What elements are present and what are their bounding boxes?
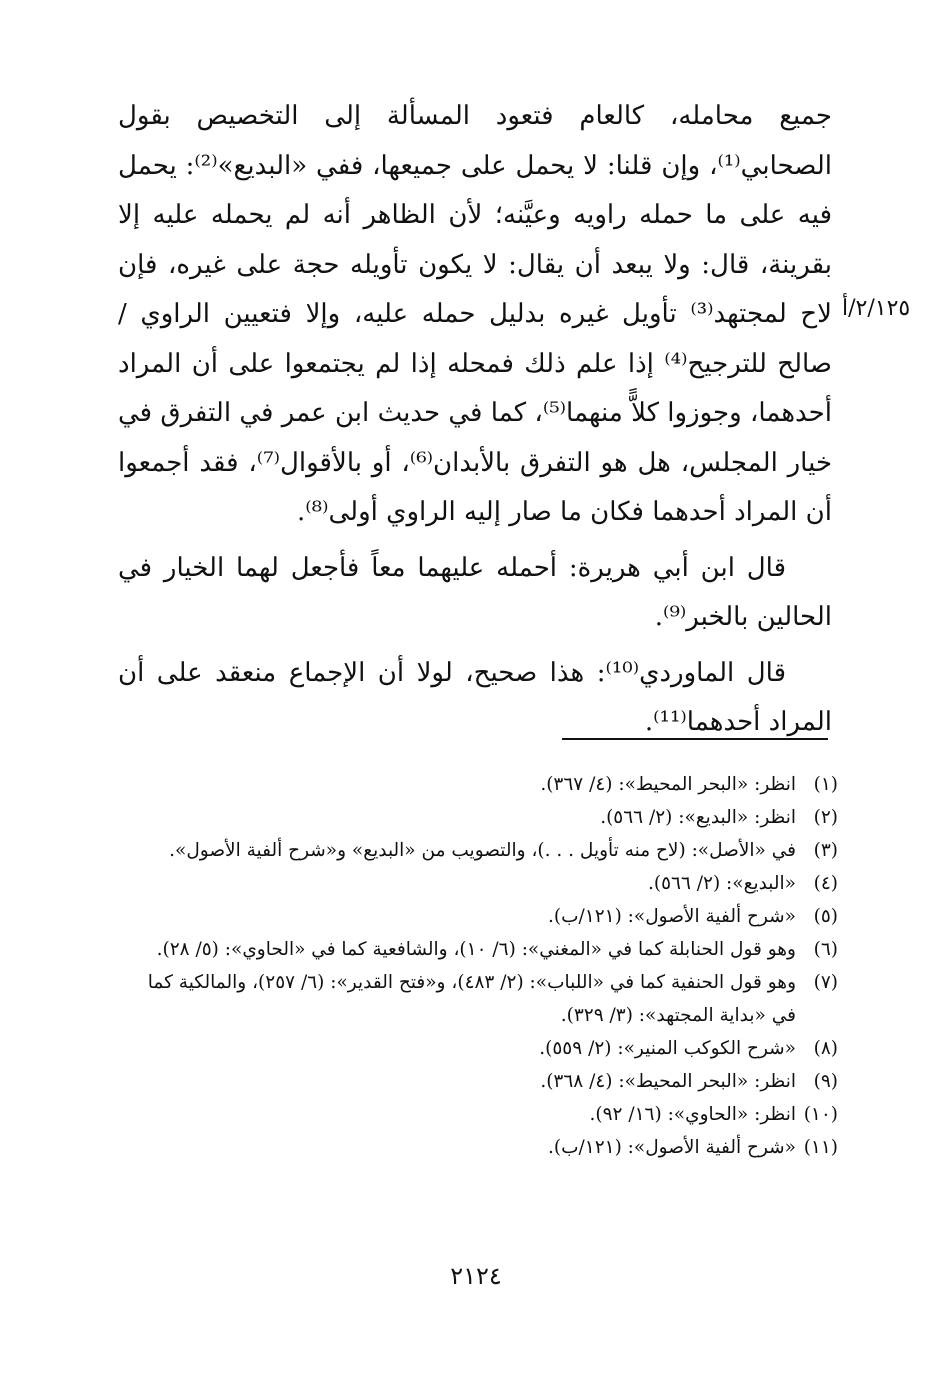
paragraph: قال ابن أبي هريرة: أحمله عليهما معاً فأجعل لهما الخيار في الحالين بالخبر⁽⁹⁾.	[118, 552, 832, 632]
footnote	[118, 1065, 838, 1098]
footnote-number: (٢)	[813, 807, 838, 828]
footnote	[118, 1098, 838, 1131]
footnote-separator	[562, 738, 828, 740]
footnote	[118, 900, 838, 933]
footnote-number: (٣)	[813, 840, 838, 861]
footnote-text: وهو قول الحنابلة كما في «المغني»: (٦/ ١٠)، والشافعية كما في «الحاوي»: (٥/ ٢٨).	[156, 939, 796, 960]
footnote-text: وهو قول الحنفية كما في «اللباب»: (٢/ ٤٨٣)، و«فتح القدير»: (٦/ ٢٥٧)، والمالكية كما في «بداية المجتهد»: (٣/ ٣٢٩).	[147, 972, 796, 1026]
footnote-text: انظر: «البحر المحيط»: (٤/ ٣٦٧).	[540, 774, 796, 795]
footnote-text: انظر: «البديع»: (٢/ ٥٦٦).	[600, 807, 796, 828]
footnote	[118, 966, 838, 1032]
footnote	[118, 1131, 838, 1164]
footnote-number: (٦)	[813, 939, 838, 960]
footnote-text: انظر: «الحاوي»: (١٦/ ٩٢).	[589, 1104, 796, 1125]
footnote-number: (١١)	[803, 1137, 838, 1158]
main-text	[118, 92, 832, 748]
footnote	[118, 801, 838, 834]
footnote-text: انظر: «البحر المحيط»: (٤/ ٣٦٨).	[540, 1071, 796, 1092]
footnote-number: (٧)	[813, 972, 838, 993]
footnote-text: «شرح ألفية الأصول»: (١٢١/ب).	[548, 1137, 796, 1158]
footnote-text: «شرح ألفية الأصول»: (١٢١/ب).	[548, 906, 796, 927]
manuscript-folio-reference: ٢/١٢٥/أ	[842, 296, 911, 321]
footnote-number: (١٠)	[803, 1104, 838, 1125]
footnote-text: في «الأصل»: (لاح منه تأويل . . .)، والتصويب من «البديع» و«شرح ألفية الأصول».	[169, 840, 796, 861]
footnote	[118, 933, 838, 966]
footnote-text: «البديع»: (٢/ ٥٦٦).	[647, 873, 796, 894]
footnote-number: (١)	[813, 774, 838, 795]
footnote-number: (٥)	[813, 906, 838, 927]
footnote-number: (٨)	[813, 1038, 838, 1059]
footnote	[118, 768, 838, 801]
page-number: ٢١٢٤	[450, 1262, 502, 1290]
paragraph: جميع محامله، كالعام فتعود المسألة إلى التخصيص بقول الصحابي⁽¹⁾، وإن قلنا: لا يحمل على جميعها، ففي «البديع»⁽²⁾: يحمل فيه على ما حمله راويه وعيَّنه؛ لأن الظاهر أنه لم يحمله عليه إلا بقرينة، قال: ولا يبعد أن يقال: لا يكون تأويله حجة على غيره، فإن لاح لمجتهد⁽³⁾ تأويل غيره بدليل حمله عليه، وإلا فتعيين الراوي / صالح للترجيح⁽⁴⁾ إذا علم ذلك فمحله إذا لم يجتمعوا على أن المراد أحدهما، وجوزوا كلاًّ منهما⁽⁵⁾، كما في حديث ابن عمر في التفرق في خيار المجلس، هل هو التفرق بالأبدان⁽⁶⁾، أو بالأقوال⁽⁷⁾، فقد أجمعوا أن المراد أحدهما فكان ما صار إليه الراوي أولى⁽⁸⁾.	[118, 101, 833, 527]
footnote	[118, 1032, 838, 1065]
footnote-number: (٩)	[813, 1071, 838, 1092]
footnotes	[118, 768, 838, 1164]
footnote	[118, 834, 838, 867]
footnote-number: (٤)	[813, 873, 838, 894]
paragraph: قال الماوردي⁽¹⁰⁾: هذا صحيح، لولا أن الإجماع منعقد على أن المراد أحدهما⁽¹¹⁾.	[118, 657, 832, 737]
footnote-text: «شرح الكوكب المنير»: (٢/ ٥٥٩).	[539, 1038, 796, 1059]
footnote	[118, 867, 838, 900]
